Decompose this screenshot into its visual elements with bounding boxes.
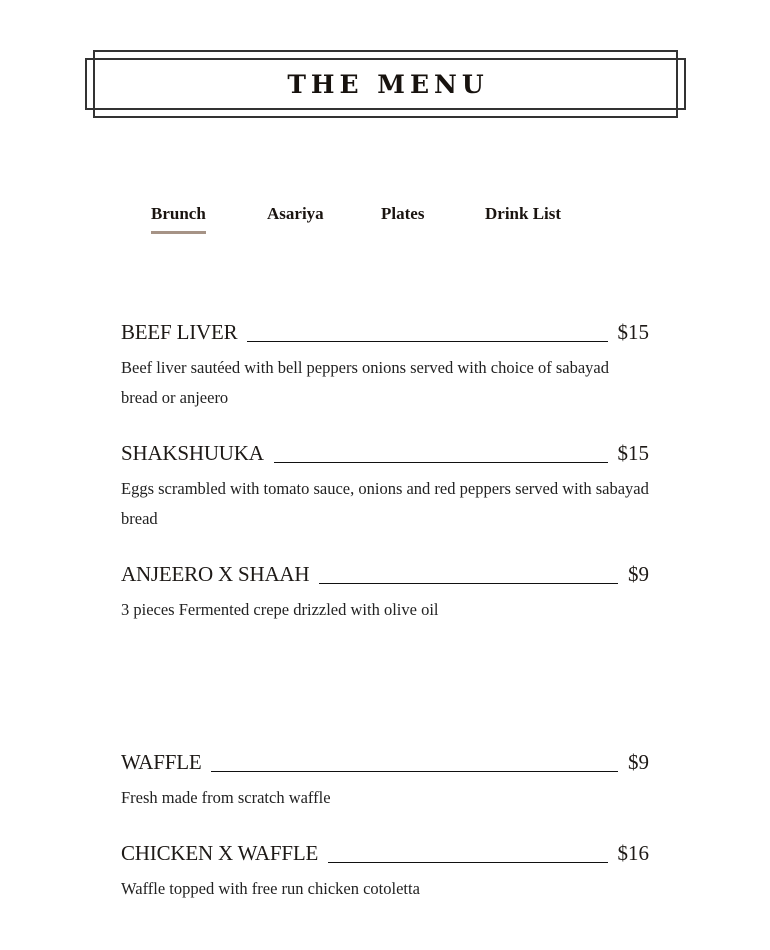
menu-item-header bbox=[121, 562, 649, 592]
menu-item bbox=[121, 562, 649, 625]
leader-line bbox=[247, 341, 607, 342]
menu-item-description: 3 pieces Fermented crepe drizzled with olive oil bbox=[121, 600, 439, 619]
tab-drink-list[interactable]: Drink List bbox=[485, 204, 562, 223]
menu-item-price: $9 bbox=[628, 562, 649, 586]
menu-item-price: $9 bbox=[628, 750, 649, 774]
menu-item-name: SHAKSHUUKA bbox=[121, 441, 264, 465]
menu-item-name: CHICKEN X WAFFLE bbox=[121, 841, 319, 865]
menu-item-header bbox=[121, 441, 649, 471]
menu-item-header bbox=[121, 841, 649, 871]
tab-brunch[interactable]: Brunch bbox=[151, 203, 206, 234]
menu-item bbox=[121, 750, 649, 841]
leader-line bbox=[328, 862, 607, 863]
menu-section-2 bbox=[121, 750, 649, 904]
leader-line bbox=[211, 771, 618, 772]
menu-item-description: Waffle topped with free run chicken cotoletta bbox=[121, 879, 420, 898]
menu-item-description: Beef liver sautéed with bell peppers onions served with choice of sabayad bread or anjeero bbox=[121, 358, 609, 407]
menu-item-description: Eggs scrambled with tomato sauce, onions and red peppers served with sabayad bread bbox=[121, 479, 649, 528]
leader-line bbox=[319, 583, 618, 584]
tab-asariya[interactable]: Asariya bbox=[267, 204, 324, 223]
menu-item-price: $15 bbox=[617, 441, 649, 465]
menu-section-1 bbox=[121, 320, 649, 625]
menu-item-name: ANJEERO X SHAAH bbox=[121, 562, 310, 586]
menu-item-header bbox=[121, 750, 649, 780]
menu-item-header bbox=[121, 320, 649, 350]
menu-item-description: Fresh made from scratch waffle bbox=[121, 788, 331, 807]
tab-plates[interactable]: Plates bbox=[381, 204, 425, 223]
page-title: THE MENU bbox=[287, 69, 489, 99]
menu-tabs bbox=[0, 203, 770, 235]
menu-item bbox=[121, 320, 649, 441]
leader-line bbox=[274, 462, 608, 463]
menu-item bbox=[121, 441, 649, 562]
menu-item-name: WAFFLE bbox=[121, 750, 202, 774]
menu-item-price: $15 bbox=[617, 320, 649, 344]
menu-item-price: $16 bbox=[617, 841, 649, 865]
menu-item bbox=[121, 841, 649, 904]
menu-item-name: BEEF LIVER bbox=[121, 320, 238, 344]
